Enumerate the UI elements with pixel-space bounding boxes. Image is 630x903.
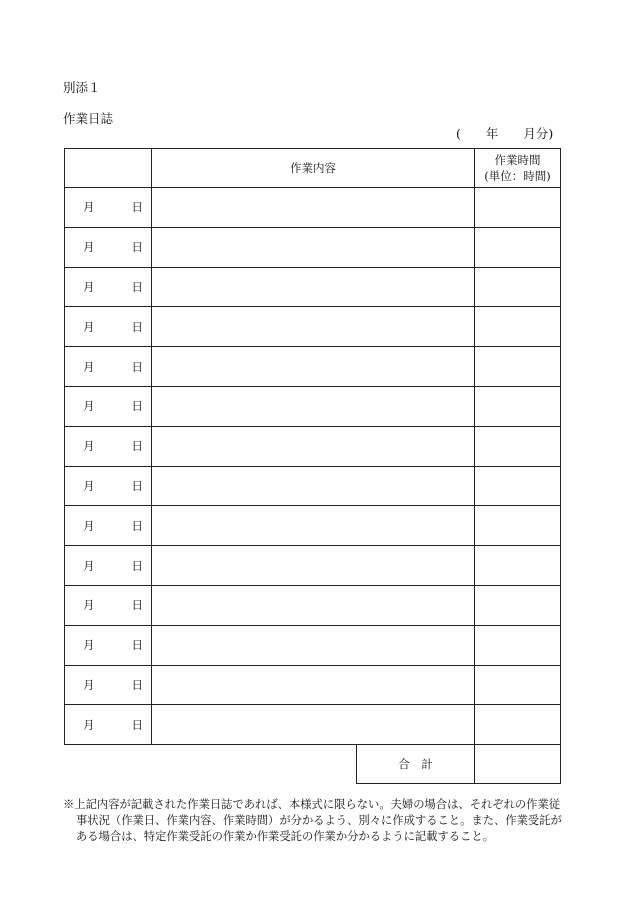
content-cell[interactable] (152, 585, 475, 625)
content-cell[interactable] (152, 705, 475, 745)
time-cell[interactable] (475, 386, 561, 426)
total-value-cell[interactable] (475, 745, 561, 784)
header-date-cell (65, 149, 152, 188)
month-label: 月 (83, 518, 95, 533)
total-blank (65, 745, 357, 784)
time-cell[interactable] (475, 546, 561, 586)
total-row (65, 745, 561, 784)
month-label: 月 (83, 478, 95, 493)
table-row (65, 267, 561, 307)
day-label: 日 (131, 399, 143, 414)
date-cell[interactable] (65, 665, 152, 705)
content-cell[interactable] (152, 227, 475, 267)
table-row (65, 386, 561, 426)
footnote (63, 797, 563, 845)
month-label: 月 (83, 717, 95, 732)
time-cell[interactable] (475, 506, 561, 546)
time-cell[interactable] (475, 665, 561, 705)
day-label: 日 (131, 319, 143, 334)
date-cell[interactable] (65, 188, 152, 228)
time-cell[interactable] (475, 307, 561, 347)
date-cell[interactable] (65, 307, 152, 347)
table-row (65, 426, 561, 466)
day-label: 日 (131, 200, 143, 215)
table-row (65, 466, 561, 506)
attachment-label: 別添１ (63, 80, 101, 95)
date-cell[interactable] (65, 227, 152, 267)
month-label: 月 (83, 558, 95, 573)
day-label: 日 (131, 677, 143, 692)
content-cell[interactable] (152, 347, 475, 387)
content-cell[interactable] (152, 307, 475, 347)
month-label: 月 (83, 200, 95, 215)
header-time-cell (475, 149, 561, 188)
day-label: 日 (131, 717, 143, 732)
month-label: 月 (83, 677, 95, 692)
header-time-line2: (単位：時間) (484, 169, 551, 183)
date-cell[interactable] (65, 585, 152, 625)
time-cell[interactable] (475, 426, 561, 466)
date-cell[interactable] (65, 466, 152, 506)
date-cell[interactable] (65, 705, 152, 745)
document-title: 作業日誌 (63, 111, 114, 126)
day-label: 日 (131, 240, 143, 255)
month-label: 月 (83, 279, 95, 294)
day-label: 日 (131, 558, 143, 573)
content-cell[interactable] (152, 625, 475, 665)
time-cell[interactable] (475, 705, 561, 745)
time-cell[interactable] (475, 227, 561, 267)
table-row (65, 347, 561, 387)
day-label: 日 (131, 478, 143, 493)
day-label: 日 (131, 598, 143, 613)
day-label: 日 (131, 439, 143, 454)
table-row (65, 705, 561, 745)
month-label: 月 (83, 399, 95, 414)
time-cell[interactable] (475, 347, 561, 387)
content-cell[interactable] (152, 188, 475, 228)
day-label: 日 (131, 359, 143, 374)
content-cell[interactable] (152, 546, 475, 586)
day-label: 日 (131, 638, 143, 653)
table-row (65, 665, 561, 705)
table-header-row (65, 149, 561, 188)
date-cell[interactable] (65, 386, 152, 426)
time-cell[interactable] (475, 188, 561, 228)
header-content-cell: 作業内容 (152, 149, 475, 188)
table-row (65, 546, 561, 586)
table-row (65, 227, 561, 267)
time-cell[interactable] (475, 585, 561, 625)
month-label: 月 (83, 240, 95, 255)
total-label: 合 計 (357, 745, 475, 784)
content-cell[interactable] (152, 466, 475, 506)
table-row (65, 625, 561, 665)
table-row (65, 307, 561, 347)
table-row (65, 506, 561, 546)
footnote-text: ※上記内容が記載された作業日誌であれば、本様式に限らない。夫婦の場合は、それぞれの作業従事状況（作業日、作業内容、作業時間）が分かるよう、別々に作成すること。また、作業受託がある場合は、特定作業受託の作業か作業受託の作業か分かるように記載すること。 (63, 798, 562, 843)
content-cell[interactable] (152, 665, 475, 705)
content-cell[interactable] (152, 506, 475, 546)
date-cell[interactable] (65, 506, 152, 546)
time-cell[interactable] (475, 267, 561, 307)
date-cell[interactable] (65, 267, 152, 307)
date-cell[interactable] (65, 625, 152, 665)
month-label: 月 (83, 439, 95, 454)
day-label: 日 (131, 518, 143, 533)
month-label: 月 (83, 598, 95, 613)
month-label: 月 (83, 359, 95, 374)
date-cell[interactable] (65, 347, 152, 387)
content-cell[interactable] (152, 267, 475, 307)
month-label: 月 (83, 319, 95, 334)
period-label: ( 年 月分) (456, 126, 554, 141)
table-row (65, 188, 561, 228)
work-log-table (64, 148, 561, 784)
time-cell[interactable] (475, 625, 561, 665)
month-label: 月 (83, 638, 95, 653)
content-cell[interactable] (152, 386, 475, 426)
time-cell[interactable] (475, 466, 561, 506)
day-label: 日 (131, 279, 143, 294)
date-cell[interactable] (65, 546, 152, 586)
date-cell[interactable] (65, 426, 152, 466)
table-row (65, 585, 561, 625)
content-cell[interactable] (152, 426, 475, 466)
header-time-line1: 作業時間 (494, 153, 541, 167)
